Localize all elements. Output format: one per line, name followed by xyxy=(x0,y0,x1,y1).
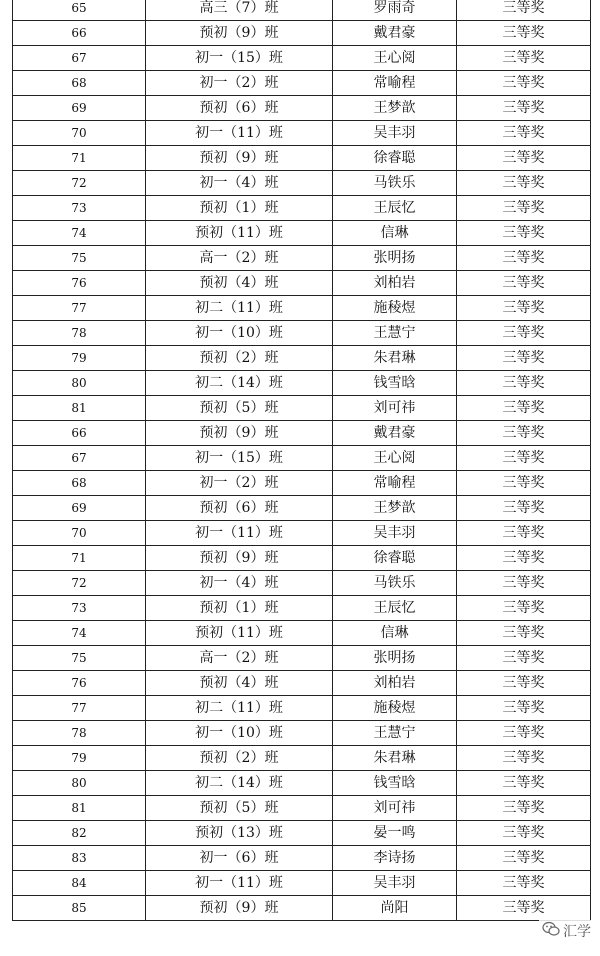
row-number: 74 xyxy=(13,221,146,246)
award-level: 三等奖 xyxy=(457,721,591,746)
student-name: 王梦歆 xyxy=(333,496,457,521)
row-number: 74 xyxy=(13,621,146,646)
row-number: 78 xyxy=(13,721,146,746)
class-name: 预初（9）班 xyxy=(146,896,333,921)
class-name: 初二（11）班 xyxy=(146,296,333,321)
class-name: 预初（1）班 xyxy=(146,596,333,621)
student-name: 刘可祎 xyxy=(333,796,457,821)
award-level: 三等奖 xyxy=(457,446,591,471)
table-row xyxy=(13,346,591,371)
award-level: 三等奖 xyxy=(457,71,591,96)
award-list-table-container xyxy=(12,0,590,921)
watermark xyxy=(539,920,594,942)
class-name: 预初（9）班 xyxy=(146,421,333,446)
student-name: 刘柏岩 xyxy=(333,271,457,296)
table-row xyxy=(13,646,591,671)
student-name: 王慧宁 xyxy=(333,721,457,746)
table-row xyxy=(13,171,591,196)
student-name: 戴君豪 xyxy=(333,421,457,446)
table-row xyxy=(13,846,591,871)
row-number: 80 xyxy=(13,371,146,396)
row-number: 78 xyxy=(13,321,146,346)
student-name: 钱雪晗 xyxy=(333,371,457,396)
row-number: 82 xyxy=(13,821,146,846)
class-name: 预初（9）班 xyxy=(146,146,333,171)
table-row xyxy=(13,546,591,571)
class-name: 预初（2）班 xyxy=(146,746,333,771)
student-name: 徐睿聪 xyxy=(333,146,457,171)
student-name: 吴丰羽 xyxy=(333,871,457,896)
award-level: 三等奖 xyxy=(457,121,591,146)
row-number: 83 xyxy=(13,846,146,871)
student-name: 张明扬 xyxy=(333,646,457,671)
row-number: 76 xyxy=(13,271,146,296)
row-number: 70 xyxy=(13,121,146,146)
class-name: 预初（9）班 xyxy=(146,546,333,571)
row-number: 70 xyxy=(13,521,146,546)
row-number: 71 xyxy=(13,546,146,571)
award-level: 三等奖 xyxy=(457,671,591,696)
table-row xyxy=(13,21,591,46)
award-level: 三等奖 xyxy=(457,771,591,796)
award-level: 三等奖 xyxy=(457,346,591,371)
class-name: 预初（11）班 xyxy=(146,621,333,646)
award-level: 三等奖 xyxy=(457,246,591,271)
table-row xyxy=(13,421,591,446)
table-row xyxy=(13,671,591,696)
row-number: 69 xyxy=(13,96,146,121)
class-name: 预初（6）班 xyxy=(146,96,333,121)
award-level: 三等奖 xyxy=(457,21,591,46)
award-level: 三等奖 xyxy=(457,196,591,221)
row-number: 66 xyxy=(13,21,146,46)
table-row xyxy=(13,871,591,896)
award-level: 三等奖 xyxy=(457,146,591,171)
table-row xyxy=(13,271,591,296)
table-row xyxy=(13,146,591,171)
table-row xyxy=(13,71,591,96)
table-row xyxy=(13,596,591,621)
class-name: 初一（11）班 xyxy=(146,871,333,896)
student-name: 王慧宁 xyxy=(333,321,457,346)
table-row xyxy=(13,0,591,21)
student-name: 晏一鸣 xyxy=(333,821,457,846)
award-level: 三等奖 xyxy=(457,596,591,621)
class-name: 初一（11）班 xyxy=(146,521,333,546)
row-number: 80 xyxy=(13,771,146,796)
award-level: 三等奖 xyxy=(457,821,591,846)
award-level: 三等奖 xyxy=(457,846,591,871)
table-row xyxy=(13,246,591,271)
class-name: 预初（5）班 xyxy=(146,796,333,821)
row-number: 79 xyxy=(13,346,146,371)
table-row xyxy=(13,771,591,796)
award-list-table xyxy=(12,0,591,921)
table-row xyxy=(13,396,591,421)
student-name: 张明扬 xyxy=(333,246,457,271)
table-row xyxy=(13,221,591,246)
student-name: 马铁乐 xyxy=(333,571,457,596)
class-name: 高三（7）班 xyxy=(146,0,333,21)
student-name: 朱君琳 xyxy=(333,346,457,371)
student-name: 刘柏岩 xyxy=(333,671,457,696)
student-name: 王心阅 xyxy=(333,446,457,471)
student-name: 朱君琳 xyxy=(333,746,457,771)
student-name: 尚阳 xyxy=(333,896,457,921)
row-number: 85 xyxy=(13,896,146,921)
table-row xyxy=(13,296,591,321)
wechat-bubble-icon xyxy=(542,921,560,941)
award-level: 三等奖 xyxy=(457,46,591,71)
table-row xyxy=(13,46,591,71)
class-name: 初一（4）班 xyxy=(146,171,333,196)
class-name: 初一（2）班 xyxy=(146,471,333,496)
table-row xyxy=(13,721,591,746)
table-row xyxy=(13,821,591,846)
award-level: 三等奖 xyxy=(457,621,591,646)
row-number: 69 xyxy=(13,496,146,521)
table-row xyxy=(13,696,591,721)
award-level: 三等奖 xyxy=(457,0,591,21)
class-name: 预初（4）班 xyxy=(146,271,333,296)
student-name: 施稜煜 xyxy=(333,696,457,721)
student-name: 刘可祎 xyxy=(333,396,457,421)
award-level: 三等奖 xyxy=(457,646,591,671)
class-name: 预初（13）班 xyxy=(146,821,333,846)
class-name: 初一（15）班 xyxy=(146,46,333,71)
award-level: 三等奖 xyxy=(457,571,591,596)
award-level: 三等奖 xyxy=(457,421,591,446)
student-name: 钱雪晗 xyxy=(333,771,457,796)
class-name: 预初（6）班 xyxy=(146,496,333,521)
row-number: 73 xyxy=(13,196,146,221)
award-level: 三等奖 xyxy=(457,696,591,721)
student-name: 王辰忆 xyxy=(333,196,457,221)
table-row xyxy=(13,121,591,146)
student-name: 施稜煜 xyxy=(333,296,457,321)
student-name: 常喻程 xyxy=(333,471,457,496)
student-name: 王辰忆 xyxy=(333,596,457,621)
watermark-text: 汇学 xyxy=(563,924,591,940)
table-row xyxy=(13,896,591,921)
class-name: 预初（4）班 xyxy=(146,671,333,696)
award-level: 三等奖 xyxy=(457,521,591,546)
student-name: 戴君豪 xyxy=(333,21,457,46)
award-level: 三等奖 xyxy=(457,496,591,521)
class-name: 预初（11）班 xyxy=(146,221,333,246)
row-number: 71 xyxy=(13,146,146,171)
student-name: 吴丰羽 xyxy=(333,521,457,546)
student-name: 徐睿聪 xyxy=(333,546,457,571)
class-name: 初一（6）班 xyxy=(146,846,333,871)
student-name: 信琳 xyxy=(333,621,457,646)
class-name: 初二（11）班 xyxy=(146,696,333,721)
row-number: 68 xyxy=(13,471,146,496)
row-number: 66 xyxy=(13,421,146,446)
row-number: 79 xyxy=(13,746,146,771)
row-number: 73 xyxy=(13,596,146,621)
table-row xyxy=(13,571,591,596)
class-name: 初一（4）班 xyxy=(146,571,333,596)
class-name: 预初（9）班 xyxy=(146,21,333,46)
table-row xyxy=(13,621,591,646)
class-name: 初一（15）班 xyxy=(146,446,333,471)
row-number: 75 xyxy=(13,646,146,671)
table-row xyxy=(13,796,591,821)
student-name: 吴丰羽 xyxy=(333,121,457,146)
student-name: 李诗扬 xyxy=(333,846,457,871)
award-level: 三等奖 xyxy=(457,296,591,321)
class-name: 初二（14）班 xyxy=(146,771,333,796)
student-name: 王梦歆 xyxy=(333,96,457,121)
row-number: 77 xyxy=(13,296,146,321)
class-name: 初一（11）班 xyxy=(146,121,333,146)
row-number: 72 xyxy=(13,571,146,596)
table-row xyxy=(13,746,591,771)
row-number: 65 xyxy=(13,0,146,21)
class-name: 高一（2）班 xyxy=(146,246,333,271)
award-level: 三等奖 xyxy=(457,171,591,196)
table-row xyxy=(13,521,591,546)
row-number: 76 xyxy=(13,671,146,696)
row-number: 67 xyxy=(13,46,146,71)
award-level: 三等奖 xyxy=(457,396,591,421)
award-level: 三等奖 xyxy=(457,471,591,496)
award-level: 三等奖 xyxy=(457,96,591,121)
row-number: 75 xyxy=(13,246,146,271)
table-row xyxy=(13,321,591,346)
class-name: 预初（1）班 xyxy=(146,196,333,221)
row-number: 84 xyxy=(13,871,146,896)
row-number: 72 xyxy=(13,171,146,196)
student-name: 罗雨奇 xyxy=(333,0,457,21)
student-name: 王心阅 xyxy=(333,46,457,71)
award-level: 三等奖 xyxy=(457,796,591,821)
row-number: 81 xyxy=(13,396,146,421)
class-name: 高一（2）班 xyxy=(146,646,333,671)
row-number: 67 xyxy=(13,446,146,471)
table-row xyxy=(13,196,591,221)
table-row xyxy=(13,471,591,496)
row-number: 81 xyxy=(13,796,146,821)
student-name: 信琳 xyxy=(333,221,457,246)
award-level: 三等奖 xyxy=(457,221,591,246)
award-level: 三等奖 xyxy=(457,546,591,571)
class-name: 初一（10）班 xyxy=(146,721,333,746)
class-name: 初一（10）班 xyxy=(146,321,333,346)
row-number: 68 xyxy=(13,71,146,96)
student-name: 马铁乐 xyxy=(333,171,457,196)
table-row xyxy=(13,446,591,471)
table-row xyxy=(13,96,591,121)
award-level: 三等奖 xyxy=(457,896,591,921)
class-name: 初一（2）班 xyxy=(146,71,333,96)
award-level: 三等奖 xyxy=(457,371,591,396)
table-row xyxy=(13,496,591,521)
class-name: 预初（5）班 xyxy=(146,396,333,421)
award-level: 三等奖 xyxy=(457,271,591,296)
award-list-body xyxy=(13,0,591,921)
class-name: 初二（14）班 xyxy=(146,371,333,396)
table-row xyxy=(13,371,591,396)
class-name: 预初（2）班 xyxy=(146,346,333,371)
award-level: 三等奖 xyxy=(457,321,591,346)
row-number: 77 xyxy=(13,696,146,721)
student-name: 常喻程 xyxy=(333,71,457,96)
award-level: 三等奖 xyxy=(457,746,591,771)
award-level: 三等奖 xyxy=(457,871,591,896)
